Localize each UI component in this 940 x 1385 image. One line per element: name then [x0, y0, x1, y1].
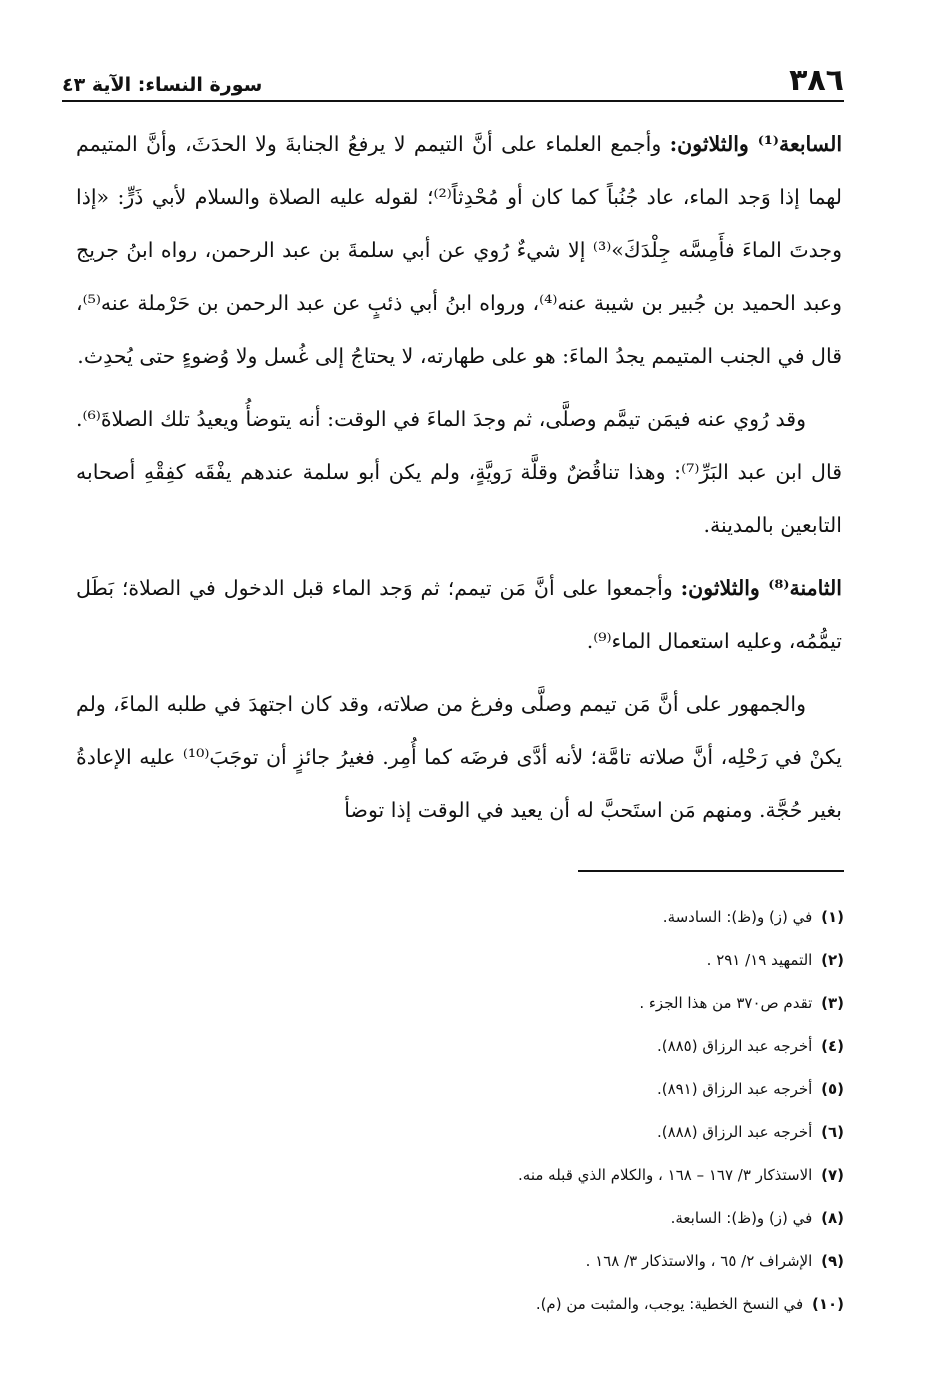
paragraph-lead: السابعة⁽¹⁾ والثلاثون: — [669, 132, 843, 156]
footnote — [220, 939, 844, 982]
header-rule — [62, 100, 844, 102]
paragraph-eighth-thirtieth — [76, 562, 842, 668]
footnote-mark: (٦) — [821, 1123, 844, 1141]
footnote-text: الاستذكار ٣/ ١٦٧ – ١٦٨ ، والكلام الذي قبله منه. — [518, 1166, 813, 1184]
main-text — [76, 118, 842, 847]
footnote-text: أخرجه عبد الرزاق (٨٨٥). — [656, 1037, 813, 1055]
footnote-mark: (٥) — [821, 1080, 844, 1098]
paragraph-seventh-thirtieth — [76, 118, 842, 383]
footnote-mark: (٧) — [821, 1166, 844, 1184]
footnote — [220, 1283, 844, 1326]
footnote-mark: (٢) — [821, 951, 844, 969]
footnote-mark: (٩) — [821, 1252, 844, 1270]
footnote-text: في النسخ الخطية: يوجب، والمثبت من (م). — [535, 1295, 804, 1313]
footnote — [220, 1197, 844, 1240]
footnote-mark: (١٠) — [811, 1295, 844, 1313]
paragraph-body: وأجمعوا على أنَّ مَن تيمم؛ ثم وَجد الماء قبل الدخول في الصلاة؛ بَطَل تيمُّمُه، وعليه استعمال الماء⁽⁹⁾. — [76, 576, 842, 653]
paragraph-body: وقد رُوي عنه فيمَن تيمَّم وصلَّى، ثم وجدَ الماءَ في الوقت: أنه يتوضأُ ويعيدُ تلك الصلاةَ⁽⁶⁾. قال ابن عبد البَرِّ⁽⁷⁾: وهذا تناقُضٌ وقلَّة رَويَّةٍ، ولم يكن أبو سلمة عندهم يفْقَه كفِقْهِ أصحابه التابعين بالمدينة. — [76, 407, 843, 537]
footnote-text: أخرجه عبد الرزاق (٨٨٨). — [656, 1123, 813, 1141]
footnote — [220, 982, 844, 1025]
footnote — [220, 1068, 844, 1111]
footnote-mark: (٤) — [821, 1037, 844, 1055]
paragraph-body: والجمهور على أنَّ مَن تيمم وصلَّى وفرغ من صلاته، وقد كان اجتهدَ في طلبه الماءَ، ولم يكنْ في رَحْلِه، أنَّ صلاته تامَّة؛ لأنه أدَّى فرضَه كما أُمِر. فغيرُ جائزٍ أن توجَبَ⁽¹⁰⁾ عليه الإعادةُ بغير حُجَّة. ومنهم مَن استَحبَّ له أن يعيد في الوقت إذا توضأ — [76, 692, 843, 822]
footnote-mark: (٣) — [821, 994, 844, 1012]
page-number: ٣٨٦ — [789, 63, 844, 98]
footnote-text: أخرجه عبد الرزاق (٨٩١). — [656, 1080, 813, 1098]
footnote — [220, 896, 844, 939]
footnotes — [220, 896, 844, 1326]
page-header — [62, 62, 844, 96]
footnote — [220, 1111, 844, 1154]
paragraph-lead: الثامنة⁽⁸⁾ والثلاثون: — [680, 576, 842, 600]
footnote — [220, 1240, 844, 1283]
footnote-separator — [578, 870, 844, 872]
footnote-text: تقدم ص٣٧٠ من هذا الجزء . — [639, 994, 813, 1012]
running-title: سورة النساء: الآية ٤٣ — [62, 74, 263, 96]
footnote-text: الإشراف ٢/ ٦٥ ، والاستذكار ٣/ ١٦٨ . — [585, 1252, 813, 1270]
paragraph-body: وأجمع العلماء على أنَّ التيمم لا يرفعُ الجنابةَ ولا الحدَثَ، وأنَّ المتيمم لهما إذا وَجد الماء، عاد جُنُباً كما كان أو مُحْدِثاً⁽²⁾؛ لقوله عليه الصلاة والسلام لأبي ذَرٍّ: «إذا وجدتَ الماءَ فأَمِسَّه جِلْدَكَ»⁽³⁾ إلا شيءٌ رُوي عن أبي سلمةَ بن عبد الرحمن، رواه ابنُ جريج وعبد الحميد بن جُبير بن شيبة عنه⁽⁴⁾، ورواه ابنُ أبي ذئبٍ عن عبد الرحمن بن حَرْملة عنه⁽⁵⁾، قال في الجنب المتيمم يجدُ الماءَ: هو على طهارته، لا يحتاجُ إلى غُسل ولا وُضوءٍ حتى يُحدِث. — [76, 132, 842, 368]
footnote-mark: (٨) — [821, 1209, 844, 1227]
paragraph-abu-salama — [76, 393, 842, 552]
footnote — [220, 1154, 844, 1197]
footnote-mark: (١) — [821, 908, 844, 926]
footnote-text: في (ز) و(ظ): السادسة. — [662, 908, 813, 926]
paragraph-majority — [76, 678, 842, 837]
footnote-text: في (ز) و(ظ): السابعة. — [670, 1209, 813, 1227]
footnote-text: التمهيد ١٩/ ٢٩١ . — [706, 951, 813, 969]
footnote — [220, 1025, 844, 1068]
